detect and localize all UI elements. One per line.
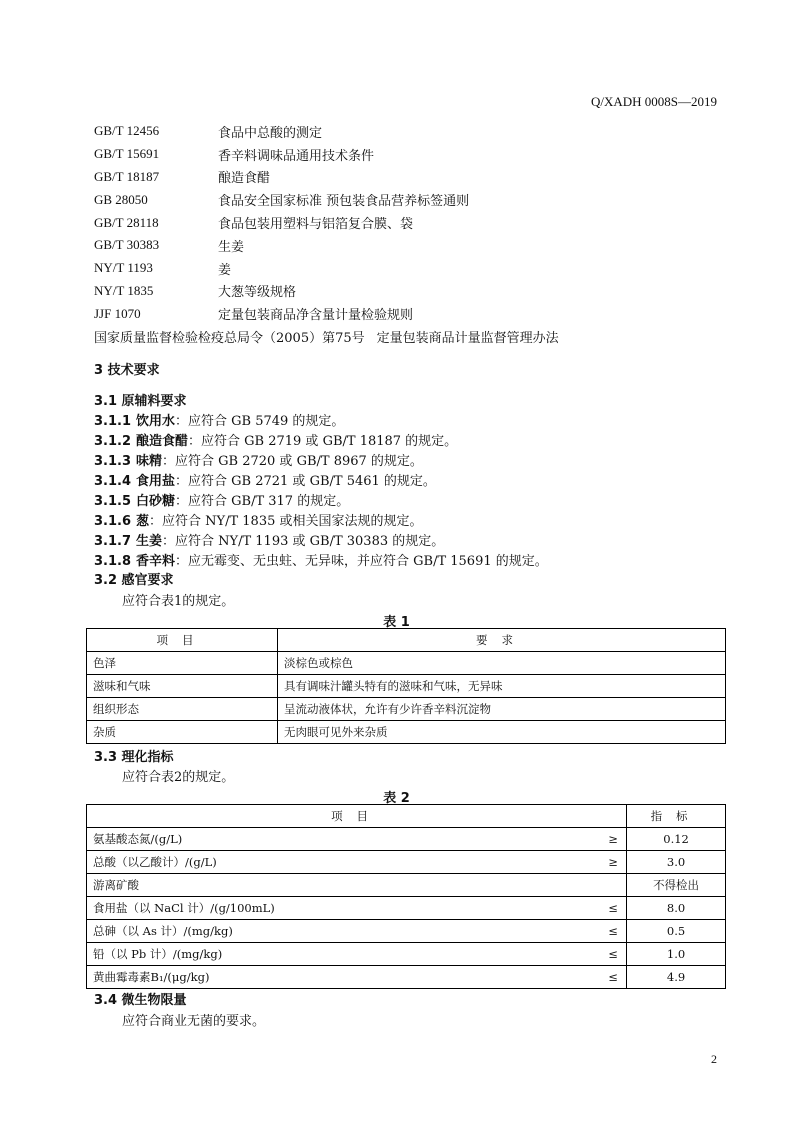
clause-3-1-6: 3.1.6 葱：应符合 NY/T 1835 或相关国家法规的规定。	[94, 514, 423, 529]
table-2-caption: 表 2	[383, 791, 410, 806]
reference-row-wide: 国家质量监督检验检疫总局令（2005）第75号 定量包装商品计量监督管理办法	[94, 330, 559, 346]
reference-row: GB 28050 食品安全国家标准 预包装食品营养标签通则	[94, 191, 470, 210]
table-header-row: 项目 指标	[87, 805, 726, 828]
reference-row: GB/T 30383 生姜	[94, 237, 245, 255]
clause-3-1-3: 3.1.3 味精：应符合 GB 2720 或 GB/T 8967 的规定。	[94, 454, 423, 469]
clause-3-1-8: 3.1.8 香辛料：应无霉变、无虫蛀、无异味，并应符合 GB/T 15691 的规定。	[94, 554, 548, 569]
table-row: 食用盐（以 NaCl 计）/(g/100mL) ≤ 8.0	[87, 897, 726, 920]
table-row: 滋味和气味 具有调味汁罐头特有的滋味和气味，无异味	[87, 675, 726, 698]
clause-3-1-4: 3.1.4 食用盐：应符合 GB 2721 或 GB/T 5461 的规定。	[94, 474, 436, 489]
table-row: 黄曲霉毒素B₁/(μg/kg) ≤ 4.9	[87, 966, 726, 989]
table-row: 铅（以 Pb 计）/(mg/kg) ≤ 1.0	[87, 943, 726, 966]
table-row: 游离矿酸 不得检出	[87, 874, 726, 897]
table-2	[86, 804, 726, 989]
clause-3-1-1: 3.1.1 饮用水：应符合 GB 5749 的规定。	[94, 414, 345, 429]
reference-row: JJF 1070 定量包装商品净含量计量检验规则	[94, 305, 414, 324]
clause-3-1-2: 3.1.2 酿造食醋：应符合 GB 2719 或 GB/T 18187 的规定。	[94, 434, 458, 449]
table-1	[86, 628, 726, 744]
reference-row: NY/T 1835 大葱等级规格	[94, 282, 297, 301]
table-header-row: 项目 要求	[87, 629, 726, 652]
section-3-3-text: 应符合表2的规定。	[122, 770, 235, 785]
section-3-4-text: 应符合商业无菌的要求。	[122, 1014, 266, 1029]
section-3-1-heading: 3.1 原辅料要求	[94, 394, 187, 409]
page-number: 2	[711, 1052, 717, 1066]
reference-row: GB/T 28118 食品包装用塑料与铝箔复合膜、袋	[94, 214, 414, 233]
clause-3-1-5: 3.1.5 白砂糖：应符合 GB/T 317 的规定。	[94, 494, 350, 509]
section-3-heading: 3 技术要求	[94, 363, 160, 378]
section-3-2-text: 应符合表1的规定。	[122, 594, 235, 609]
table-row: 总酸（以乙酸计）/(g/L) ≥ 3.0	[87, 851, 726, 874]
section-3-2-heading: 3.2 感官要求	[94, 573, 174, 588]
table-row: 杂质 无肉眼可见外来杂质	[87, 721, 726, 744]
table-row: 总砷（以 As 计）/(mg/kg) ≤ 0.5	[87, 920, 726, 943]
table-row: 组织形态 呈流动液体状，允许有少许香辛料沉淀物	[87, 698, 726, 721]
normative-references	[94, 120, 734, 347]
table-row: 氨基酸态氮/(g/L) ≥ 0.12	[87, 828, 726, 851]
table-row: 色泽 淡棕色或棕色	[87, 652, 726, 675]
reference-row: NY/T 1193 姜	[94, 260, 232, 278]
table-1-caption: 表 1	[383, 615, 410, 630]
reference-row: GB/T 15691 香辛料调味品通用技术条件	[94, 146, 375, 164]
clause-3-1-7: 3.1.7 生姜：应符合 NY/T 1193 或 GB/T 30383 的规定。	[94, 534, 445, 549]
doc-code: Q/XADH 0008S—2019	[590, 94, 717, 109]
reference-row: GB/T 12456 食品中总酸的测定	[94, 123, 323, 141]
section-3-4-heading: 3.4 微生物限量	[94, 993, 187, 1008]
section-3-3-heading: 3.3 理化指标	[94, 750, 174, 765]
reference-row: GB/T 18187 酿造食醋	[94, 168, 271, 187]
